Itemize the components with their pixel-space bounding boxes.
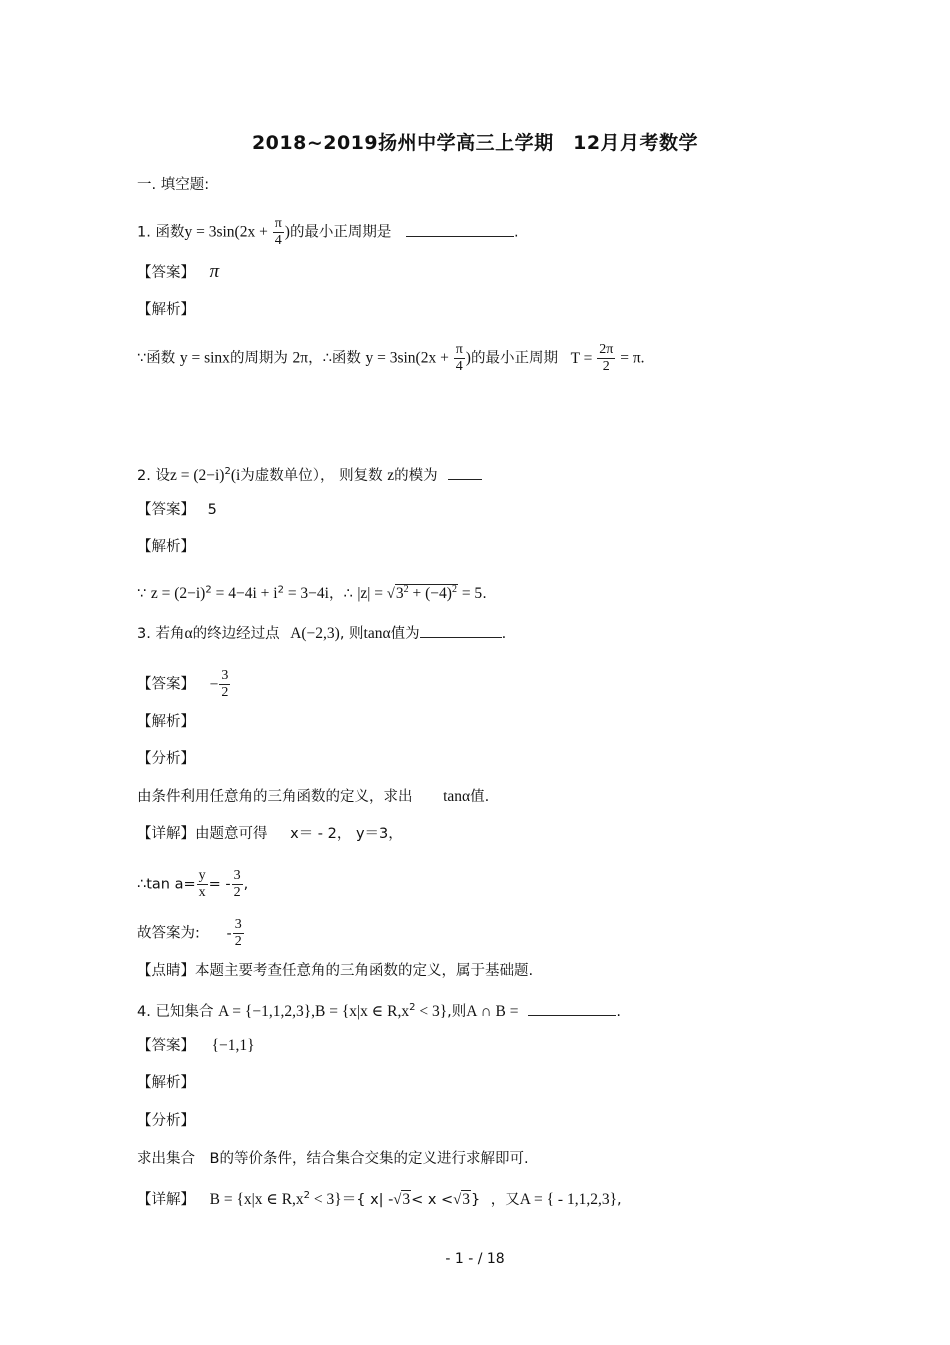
- q4-analysis-label: 【解析】: [137, 1075, 195, 1091]
- q3-fenxi-label: 【分析】: [137, 751, 195, 767]
- q3-analysis-label: 【解析】: [137, 714, 195, 730]
- question-4: 4. 已知集合 A = {−1,1,2,3},B = {x|x ∈ $R,x^2 < 3$},则A ∩ B = .: [137, 1002, 621, 1020]
- q1-answer: 【答案】 π: [137, 261, 220, 282]
- q2-answer: 【答案】 5: [137, 502, 217, 518]
- q3-fenxi: 由条件利用任意角的三角函数的定义，求出 tanα值.: [137, 788, 490, 805]
- q3-detail: 【详解】由题意可得 x＝ - 2， y＝3，: [137, 826, 403, 842]
- q1-suffix: 的最小正周期是: [289, 224, 392, 241]
- page-title: 2018~2019扬州中学高三上学期 12月月考数学: [251, 132, 699, 154]
- q4-fenxi: 求出集合 B的等价条件，结合集合交集的定义进行求解即可.: [137, 1151, 529, 1167]
- q1-analysis-label: 【解析】: [137, 302, 195, 318]
- q1-frac: $\frac{\pi}{4}$: [274, 216, 282, 248]
- q1-analysis: ∵函数 y = sinx的周期为 2π，∴函数 y = 3sin(2x + $\frac{\pi}{4}$ )的最小正周期 T = $\frac{2\pi}{2}$ = π.: [137, 342, 645, 374]
- sqrt-icon: √: [393, 1191, 402, 1208]
- page-number: - 1 - / 18: [445, 1251, 505, 1267]
- q2-analysis-label: 【解析】: [137, 539, 195, 555]
- q2-analysis: ∵ $z = (2-i)^2 = 4-4i + i^2 = 3-4i$，∴ $|z| = √3^2 + (-4)^2 = 5$.: [137, 584, 487, 603]
- question-3: 3. 若角α的终边经过点 A(−2,3), 则tanα值为 .: [137, 625, 507, 642]
- question-1: 1. 函数y = 3sin(2x + $\frac{\pi}{4}$ )的最小正周期是 .: [137, 216, 519, 248]
- answer-blank: [448, 466, 482, 480]
- section-heading: 一. 填空题:: [137, 177, 210, 193]
- q3-final: 故答案为: - $\frac{3}{2}$: [137, 917, 242, 949]
- q3-comment: 【点睛】本题主要考查任意角的三角函数的定义，属于基础题.: [137, 963, 534, 979]
- question-2: 2. 设$z = (2-i)^2(i$为虚数单位）， 则复数 z的模为: [137, 462, 482, 486]
- sqrt-icon: √: [386, 586, 395, 603]
- q4-fenxi-label: 【分析】: [137, 1113, 195, 1129]
- q3-answer: 【答案】 − $\frac{3}{2}$: [137, 668, 229, 700]
- sqrt-icon: √: [453, 1191, 462, 1208]
- q4-detail: 【详解】 B = {x|x ∈ $R,x^2 < 3\}=${ x| -√3< x <√3} ，又A = { - 1,1,2,3},: [137, 1190, 622, 1208]
- q4-answer: 【答案】 {−1,1}: [137, 1037, 255, 1054]
- q1-prefix: 1. 函数: [137, 224, 185, 241]
- answer-blank: [420, 624, 502, 638]
- q3-tan-line: ∴tan a= $\frac{y}{x}$ = - $\frac{3}{2}$ ,: [137, 868, 249, 900]
- q1-expr: y = 3sin(2x +: [184, 223, 272, 241]
- answer-blank: [406, 223, 514, 237]
- answer-blank: [528, 1002, 616, 1016]
